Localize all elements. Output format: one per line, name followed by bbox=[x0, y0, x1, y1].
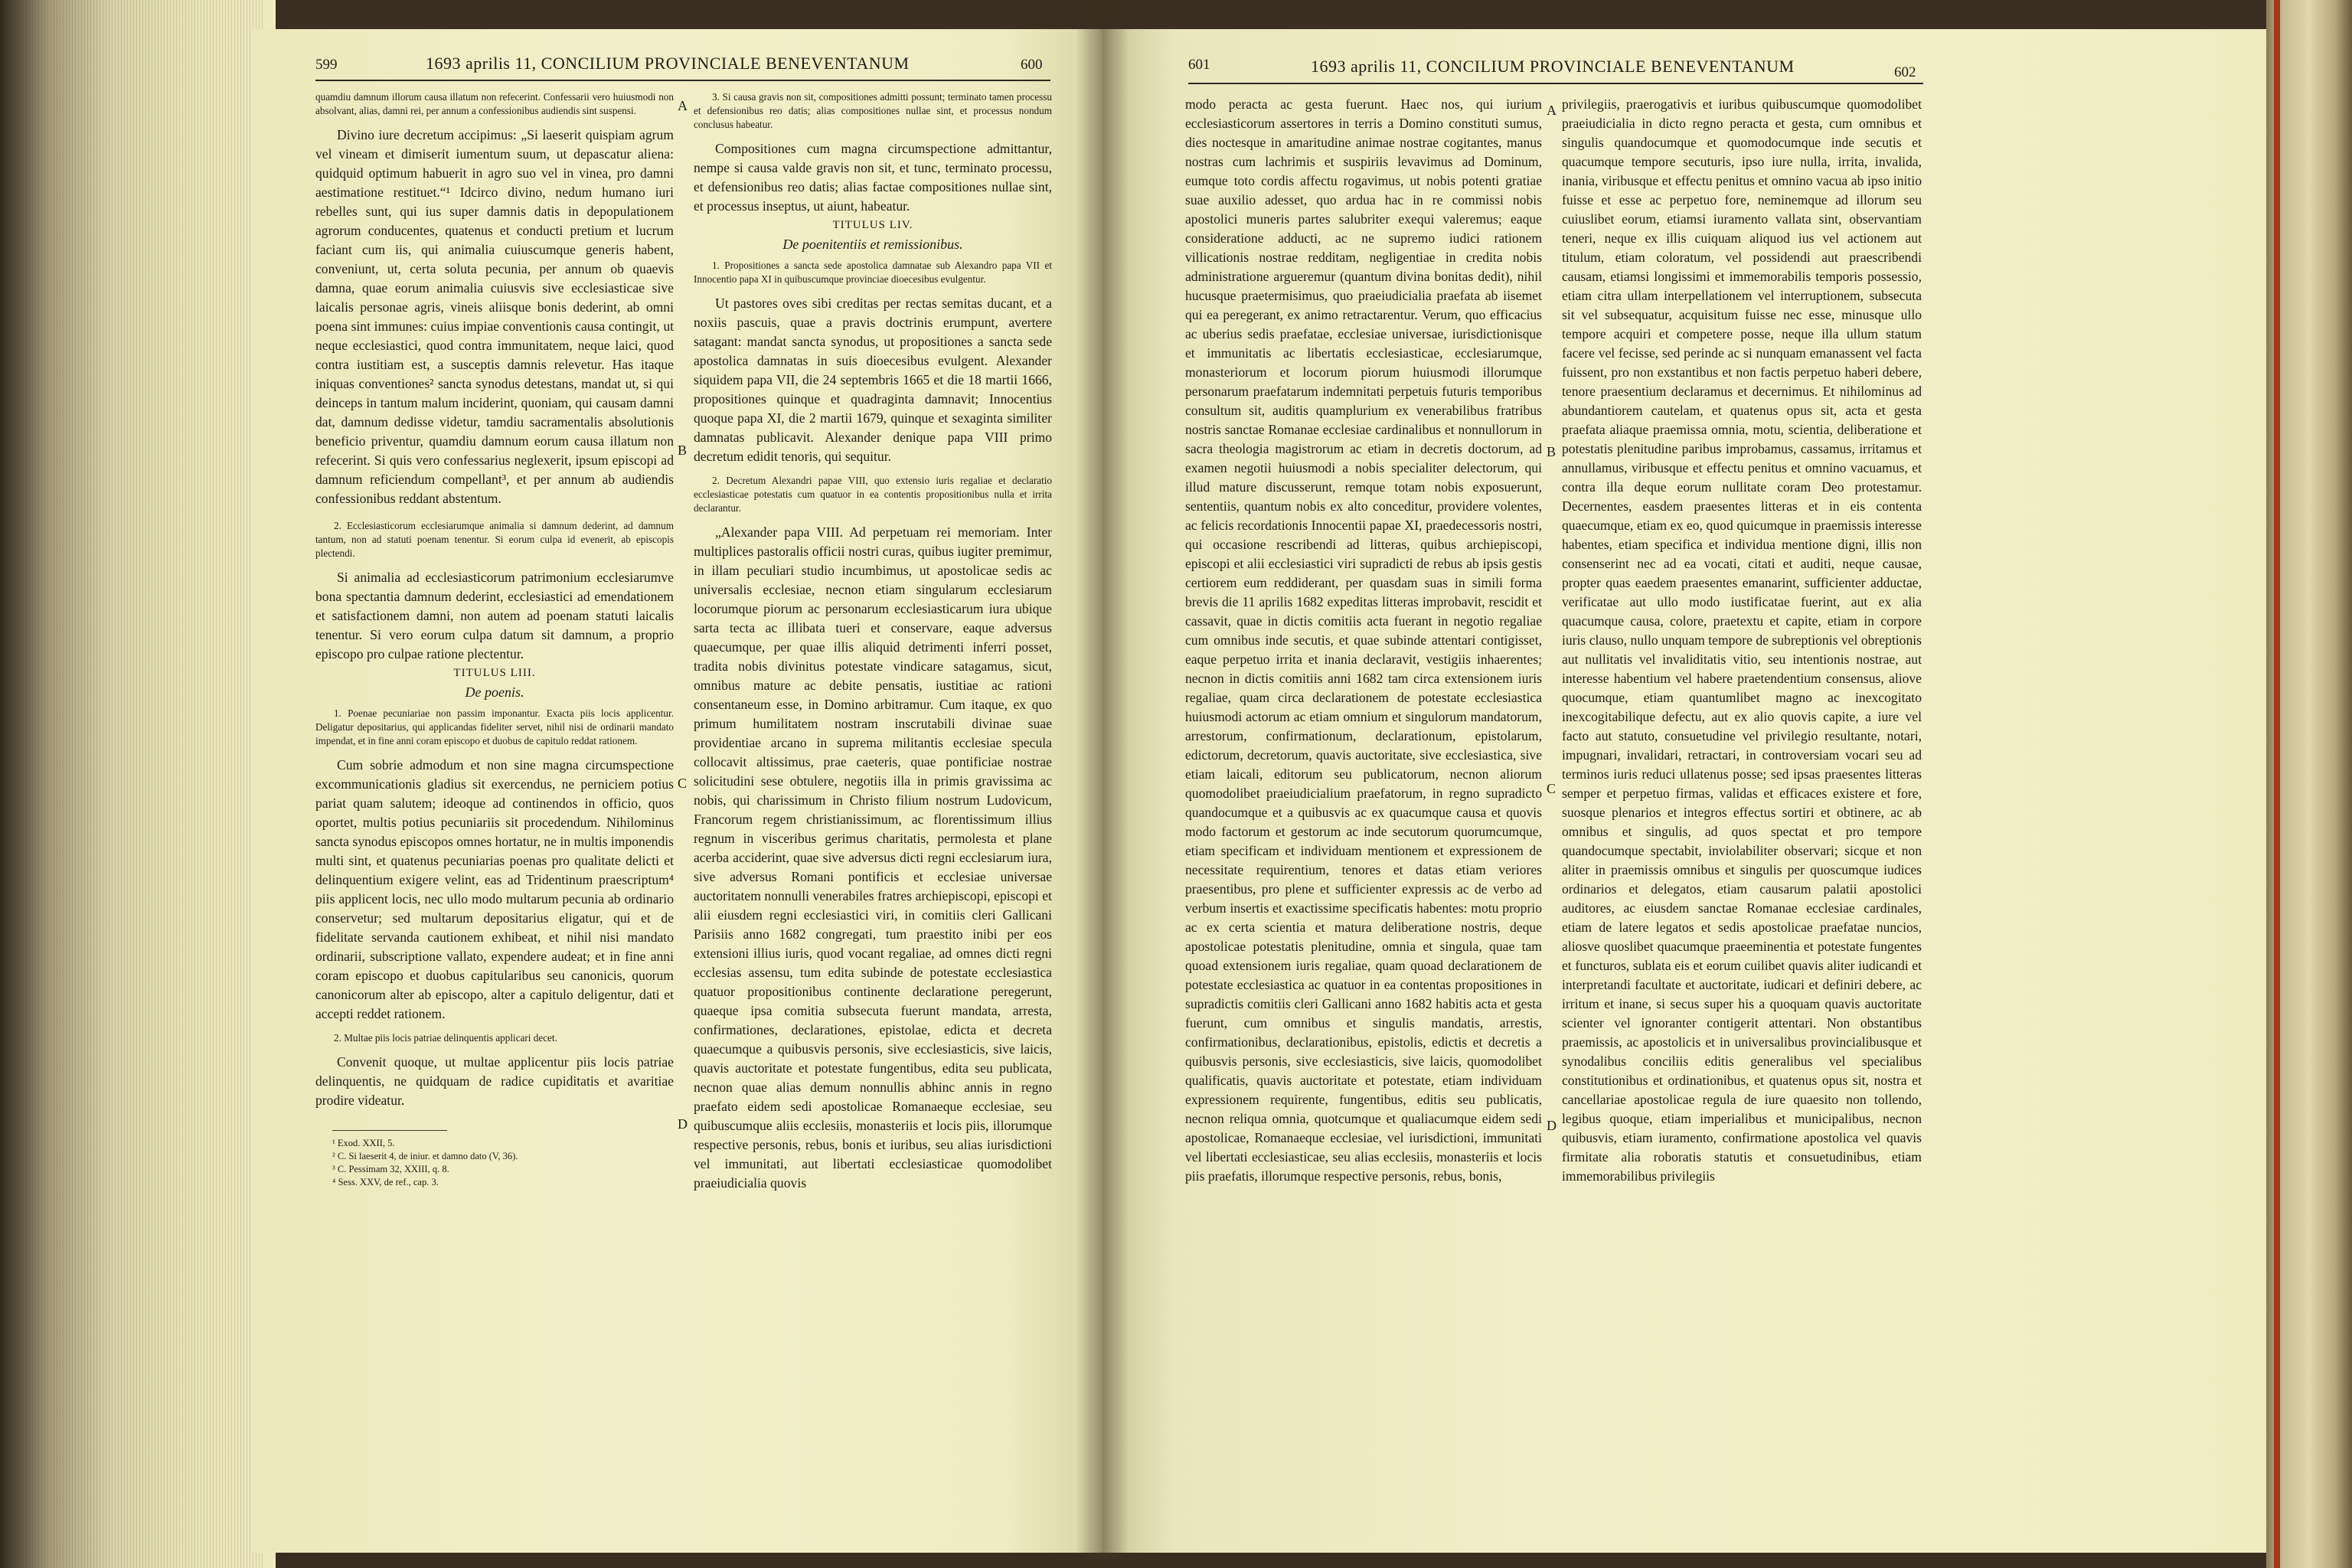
footnote: ² C. Si laeserit 4, de iniur. et damno dato (V, 36). bbox=[332, 1151, 518, 1161]
right-page-column-1 bbox=[1185, 95, 1542, 1186]
paragraph: „Alexander papa VIII. Ad perpetuam rei memoriam. Inter multiplices pastoralis officii nostri curas, quibus iugiter premimur, in illam peculiari studio incumbimus, ut apostolicae sedis ac universalis ecclesiae, necnon etiam singularum ecclesiarum locorumque piorum ac personarum ecclesiasticarum iura ubique sarta tecta ac illibata tueri et conservare, eaque adversus quaecumque, per quae illis aliquid detrimenti inferri posset, tradita nobis divinitus potestate vindicare satagamus, sicut, omnibus mature ac debite pensatis, iustitiae ac rationi consentaneum esse, in Domino arbitramur. Cum itaque, ex quo primum humilitatem nostram inscrutabili divinae suae providentiae arcano in suprema militantis ecclesiae specula collocavit altissimus, prae caeteris, quae pontificiae nostrae solicitudini sese obtulere, negotiis illa in primis gravissima ac nobis, qui charissimum in Christo filium nostrum Ludovicum, Francorum regem christianissimum, ac florentissimum illius regnum in visceribus gerimus charitatis, permolesta et plane acerba acciderint, quae sive adversus dicti regni ecclesiarum iura, sive adversus Romani pontificis et ecclesiae universae auctoritatem nonnulli venerabiles fratres archiepiscopi, episcopi et alii eiusdem regni ecclesiastici viri, in comitiis cleri Gallicani Parisiis anno 1682 congregati, tum praestito inibi per eos extensioni illius iuris, quod vocant regaliae, ad omnes dicti regni ecclesias assensu, tum edita subinde de potestate ecclesiastica quatuor propositionibus continente declaratione peregerunt, quaeque ipsa comitia subsecuta fuerunt mandata, arresta, confirmationes, declarationes, epistolae, edicta et decreta quaecumque a quibusvis personis, sive ecclesiasticis, sive laicis, quavis auctoritate et potestate fungentibus, edita seu publicata, necnon quae alias demum nonnullis abhinc annis in regno praefato eidem sedi apostolicae Romanaeque ecclesiae, seu quibuscumque aliis ecclesiis, monasteriis et locis piis, illorumque respective personis, rebus, bonis et iuribus, seu alias iurisdictioni vel immunitati, aut libertati ecclesiasticae quomodolibet praeiudicialia quovis bbox=[694, 524, 1052, 1191]
note-summary: 2. Multae piis locis patriae delinquentis applicari decet. bbox=[334, 1032, 557, 1044]
note-summary: 3. Si causa gravis non sit, compositiones admitti possunt; terminato tamen processu et defensionibus reo datis; alias compositiones nullae sint, et processus nondum conclusus habeatur. bbox=[694, 91, 1052, 130]
gutter-shadow bbox=[1076, 0, 1129, 1568]
paragraph: Si animalia ad ecclesiasticorum patrimonium ecclesiarumve bona spectantia damnum dederint, ecclesiastici ad emendationem et satisfactionem damni, non autem ad poenam statuti laicalis tenentur. Si vero eorum culpa datum sit damnum, a proprio episcopo pro culpae ratione plectentur. bbox=[315, 570, 674, 662]
margin-letter: C bbox=[1547, 781, 1557, 796]
section-subtitle: De poenis. bbox=[465, 684, 524, 700]
page-number-600: 600 bbox=[1021, 57, 1043, 73]
paragraph: Cum sobrie admodum et non sine magna circumspectione excommunicationis gladius sit exercendus, ne perniciem potius pariat quam salutem; ideoque ad continendos in officio, quos oportet, multis potius pecuniariis sit procedendum. Nihilominus sancta synodus episcopos omnes hortatur, ne in multis imponendis multi sint, et quatenus pecuniarias poenas pro qualitate delicti et delinquentium exigere velint, eas ad Tridentinum praescriptum⁴ piis applicent locis, nec ullo modo multarum pecunia ab ordinario conservetur; sed multarum depositarius eligatur, qui et de fidelitate servanda cautionem exhibeat, et nihil nisi mandato ordinarii, subscriptione vallato, expendere audeat; et in fine anni coram episcopo et duobus capitularibus seu canonicis, quorum canonicorum alter ab episcopo, alter a capitulo deligentur, dati et accepti reddet rationem. bbox=[315, 757, 674, 1021]
section-title: TITULUS LIII. bbox=[453, 667, 536, 679]
page-edges-left bbox=[0, 0, 276, 1568]
footnote: ⁴ Sess. XXV, de ref., cap. 3. bbox=[332, 1177, 439, 1187]
paragraph: Compositiones cum magna circumspectione admittantur, nempe si causa valde gravis non sit, et tunc, terminato processu, et defensionibus reo datis; alias factae compositiones nullae sint, et processus inseptus, ut aiunt, habeatur. bbox=[694, 141, 1052, 214]
running-head-right: 1693 aprilis 11, CONCILIUM PROVINCIALE BENEVENTANUM bbox=[1311, 57, 1795, 76]
note-summary: 1. Propositiones a sancta sede apostolica damnatae sub Alexandro papa VII et Innocentio papa XI in quibuscumque provinciae dioecesibus evulgentur. bbox=[694, 260, 1052, 285]
footnote: ¹ Exod. XXII, 5. bbox=[332, 1138, 395, 1148]
margin-letter: B bbox=[1547, 444, 1557, 459]
note-summary: 2. Ecclesiasticorum ecclesiarumque animalia si damnum dederint, ad damnum tantum, non ad statuti poenam tenentur. Si eorum culpa id evenerit, ab episcopis plectendi. bbox=[315, 520, 674, 559]
header-rule-left bbox=[315, 80, 1050, 81]
section-title: TITULUS LIV. bbox=[832, 219, 913, 231]
cover-binding-strip bbox=[2274, 0, 2280, 1568]
note-summary: 2. Decretum Alexandri papae VIII, quo extensio iuris regaliae et declaratio ecclesiasticae potestatis cum quatuor in ea contentis propositionibus nulla et irrita declarantur. bbox=[694, 475, 1052, 514]
margin-letter: B bbox=[678, 443, 688, 458]
left-page-column-1 bbox=[315, 90, 674, 1189]
paragraph: Divino iure decretum accipimus: „Si laeserit quispiam agrum vel vineam et dimiserit iumentum suum, ut depascatur aliena: quidquid optimum habuerit in agro suo vel in vinea, pro damni aestimatione restituet.“¹ Idcirco divino, nedum humano iuri rebelles sunt, qui ius super damnis datis in depopulationem agrorum conducentes, quatenus et conducti pretium et lucrum faciant cum iis, qui animalia cuiuscumque generis habent, conveniunt, ut, certa soluta pecunia, per annum ob quaevis damna, quae eorum animalia cuiusvis sive ecclesiasticae sive laicalis personae agris, vineis aliisque bonis dederint, ab omni poena sint immunes: cuius impiae conventionis causa contingit, ut neque ecclesiastici, quod contra immunitatem, neque laici, quod contra iustitiam est, a susceptis damnis relevetur. Has itaque iniquas conventiones² sancta synodus detestans, mandat ut, si qui deinceps in tantum malum inciderint, quoniam, qui causam damni dat, damnum dedisse videtur, tamdiu sacramentalis absolutionis beneficio priventur, quamdiu damnum eorum causa illatum non refecerint. Si quis vero confessarius neglexerit, ipsum episcopi ad damnum reficiendum compellant³, et per annum ab audiendis confessionibus reddant abstentum. bbox=[315, 127, 674, 506]
margin-letter: D bbox=[678, 1116, 688, 1132]
paragraph: Ut pastores oves sibi creditas per rectas semitas ducant, et a noxiis pascuis, quae a pravis doctrinis erumpunt, avertere satagant: mandat sancta synodus, ut propositiones a sancta sede apostolica damnatas in suis dioecesibus evulgent. Alexander siquidem papa VII, die 24 septembris 1665 et die 18 martii 1666, propositiones quinque et quadraginta damnavit; Innocentius quoque papa XI, die 2 martii 1679, quinque et sexaginta similiter damnatas publicavit. Alexander denique papa VIII primo decretum edidit tenoris, qui sequitur. bbox=[694, 296, 1052, 464]
right-page-column-2 bbox=[1562, 95, 1922, 1186]
note-summary: 1. Poenae pecuniariae non passim imponantur. Exacta piis locis applicentur. Deligatur depositarius, qui applicandas fideliter servet, nihil nisi de ordinarii mandato impendat, et in fine anni coram episcopo et duobus de capitulo reddat rationem. bbox=[315, 707, 674, 746]
paragraph: modo peracta ac gesta fuerunt. Haec nos, qui iurium ecclesiasticorum assertores in terris a Domino constituti sumus, dies noctesque in amaritudine animae nostrae cogitantes, manus nostras cum lachrimis et suspiriis levavimus ad Dominum, eumque toto cordis affectu rogavimus, ut nobis potenti gratiae suae auxilio adesset, quo ardua hac in re commissi nobis apostolici muneris partes salubriter exequi valeremus; eaque consideratione adducti, ac ne supremo iudici rationem villicationis nostrae redditam, negligentiae in credita nobis administratione argueremur (quantum divina bonitas dedit), nihil hucusque praetermisimus, quo praeiudicialia praefata ab iisemet qui ea peregerant, ex animo retractarentur. Verum, quo efficacius ac uberius sedis praefatae, ecclesiae universae, iurisdictionisque et immunitatis ac libertatis ecclesiasticae, ecclesiarumque, monasteriorum et locorum piorum huiusmodi illorumque personarum praefatarum indemnitati perpetuis futuris temporibus consultum sit, auditis quamplurium ex venerabilibus fratribus nostris sanctae Romanae ecclesiae cardinalibus et nonnullorum in sacra theologia magistrorum ac etiam in decretis doctorum, ad examen negotii huiusmodi a nobis specialiter delectorum, qui illud mature discusserunt, remque totam nobis exposuerunt, sententiis, quantum nobis ex alto conceditur, providere volentes, ac felicis recordationis Innocentii papae XI, praedecessoris nostri, qui occasione rescribendi ad litteras, quibus archiepiscopi, episcopi et alii ecclesiastici viri supradicti de rebus ab ipsis gestis certiorem eum reddiderant, per quasdam suas in simili forma brevis die 11 aprilis 1682 expeditas litteras improbavit, rescidit et cassavit, quae in dictis comitiis acta fuerant in negotio regaliae cum omnibus inde secutis, et quae subinde attentari contigisset, eaque perpetuo irrita et inania declaravit, vestigiis inhaerentes; necnon in dictis comitiis anni 1682 tam circa extensionem iuris regaliae, quam circa declarationem de potestate ecclesiastica huiusmodi actorum ac etiam omnium et singulorum mandatorum, arrestorum, confirmationum, declarationum, epistolarum, edictorum, decretorum, quavis auctoritate, sive ecclesiastica, sive etiam laicali, editorum seu publicatorum, necnon aliorum quomodolibet praeiudicialium praefatorum, in regno supradicto quandocumque et a quibusvis ac ex quacumque causa et quovis modo factorum et gestorum ac inde secutorum quorumcumque, etiam specificam et individuam mentionem et expressionem de necessitate requirentium, tenores et datas etiam veriores praesentibus, pro plene et sufficienter expressis ac de verbo ad verbum insertis et exactissime specificatis habentes: motu proprio ac ex certa scientia et matura deliberatione nostris, deque apostolicae potestatis plenitudine, omnia et singula, quae tam quoad extensionem iuris regaliae, quam quoad declarationem de potestate ecclesiastica ac quatuor in ea contentas propositiones in supradictis comitiis cleri Gallicani anno 1682 habitis acta et gesta fuerunt, cum omnibus et singulis mandatis, arrestis, confirmationibus, declarationibus, epistolis, edictis et decretis a quibusvis personis, sive ecclesiasticis, sive laicis, quomodolibet qualificatis, quavis auctoritate et potestate, etiam individuam expressionem requirente, fungentibus, editis seu publicatis, necnon reliqua omnia, quotcumque et qualiacumque eidem sedi apostolicae, Romanaeque ecclesiae, vel iurisdictioni, immunitati vel libertati ecclesiasticae, seu alias ecclesiis, monasteriis et locis piis praefatis, illorumque respective personis, rebus, bonis, bbox=[1185, 96, 1542, 1184]
margin-letter: D bbox=[1547, 1118, 1557, 1133]
footnotes bbox=[315, 1130, 674, 1189]
page-number-599: 599 bbox=[315, 57, 338, 73]
header-rule-right bbox=[1188, 83, 1923, 84]
left-page-column-2 bbox=[694, 90, 1052, 1193]
running-head-left: 1693 aprilis 11, CONCILIUM PROVINCIALE BENEVENTANUM bbox=[426, 54, 910, 73]
margin-letter: C bbox=[678, 776, 688, 791]
footnote: ³ C. Pessimam 32, XXIII, q. 8. bbox=[332, 1164, 449, 1174]
margin-letter: A bbox=[678, 98, 688, 113]
paragraph: Convenit quoque, ut multae applicentur piis locis patriae delinquentis, ne quidquam de radice cupiditatis et avaritiae prodire videatur. bbox=[315, 1054, 674, 1108]
margin-letter: A bbox=[1547, 103, 1557, 118]
page-number-601: 601 bbox=[1188, 57, 1210, 73]
paragraph: privilegiis, praerogativis et iuribus quibuscumque quomodolibet praeiudicialia in dicto regno peracta et gesta, cum omnibus et singulis quandocumque et quomodocumque inde secutis et quacumque tempore secuturis, ipso iure nulla, irrita, invalida, inania, viribusque et effectu penitus et omnino vacua ab ipso initio fuisse et esse ac perpetuo fore, neminemque ad illorum seu cuiuslibet eorum, etiamsi iuramento vallata sint, observantiam teneri, neque ex illis cuiquam aliquod ius vel actionem aut titulum, etiam coloratum, vel possidendi aut praescribendi causam, etiamsi longissimi et immemorabilis temporis possessio, etiam citra ullam interpellationem vel interruptionem, subsecuta sit vel subsequatur, acquisitum fuisse nec esse, minusque ullo tempore acquiri et competere posse, neque illa ullum statum facere vel fecisse, sed perinde ac si nunquam emanassent vel facta fuissent, pro non exstantibus et non factis perpetuo haberi debere, tenore praesentium declaramus et decernimus. Et nihilominus ad abundantiorem cautelam, et quatenus opus sit, acta et gesta praefata aliaque praemissa omnia, motu, scientia, deliberatione et potestatis plenitudine paribus improbamus, cassamus, irritamus et annullamus, viribusque et effectu penitus et omnino vacuamus, et contra illa deque eorum nullitate coram Deo protestamur. Decernentes, easdem praesentes litteras et in eis contenta quaecumque, etiam ex eo, quod quicumque in praemissis interesse habentes, etiam specifica et individua mentione digni, illis non consenserint nec ad ea vocati, citati et auditi, neque causae, propter quas eaedem praesentes emanarint, sufficienter adductae, verificatae aut ullo modo iustificatae fuerint, aut ex alia quacumque causa, colore, praetextu et capite, etiam in corpore iuris clauso, nullo unquam tempore de subreptionis vel obreptionis aut nullitatis vel invaliditatis vitio, seu intentionis nostrae, aut interesse habentium vel habere praetendentium consensus, aliove quocumque, etiam quantumlibet magno ac inexcogitato inexcogitabilique defectu, aut ex alio quovis capite, a iure vel facto aut statuto, consuetudine vel privilegio resultante, notari, impugnari, invalidari, retractari, in controversiam vocari seu ad terminos iuris reduci ullatenus posse; sed ipsas praesentes litteras semper et perpetuo firmas, validas et efficaces existere et fore, suosque plenarios et integros effectus sortiri et obtinere, ac ab omnibus et singulis, ad quos spectat et pro tempore quandocumque spectabit, inviolabiliter observari; sicque et non aliter in praemissis omnibus et singulis per quoscumque iudices ordinarios et delegatos, etiam causarum palatii apostolici auditores, ac eiusdem sanctae Romanae ecclesiae cardinales, etiam de latere legatos et sedis apostolicae praefatae nuncios, aliosve quoslibet quacumque praeeminentia et potestate fungentes et functuros, sublata eis et eorum cuilibet quavis aliter iudicandi et interpretandi facultate et auctoritate, iudicari et definiri debere, ac irritum et inane, si secus super his a quoquam quavis auctoritate scienter vel ignoranter contigerit attentari. Non obstantibus praemissis, ac apostolicis et in universalibus provincialibusque et synodalibus conciliis editis generalibus vel specialibus constitutionibus et ordinationibus, et quatenus opus sit, nostra et cancellariae apostolicae regula de iure quaesito non tollendo, legibus quoque, etiam imperialibus et municipalibus, necnon quibusvis, etiam iuramento, confirmatione apostolica vel quavis firmitate alia roboratis statutis et consuetudinibus, etiam immemorabilibus privilegiis bbox=[1562, 96, 1922, 1184]
page-number-602: 602 bbox=[1894, 64, 1916, 80]
note-summary: quamdiu damnum illorum causa illatum non refecerint. Confessarii vero huiusmodi non absolvant, alias, damni rei, per annum a confessionibus audiendis sint suspensi. bbox=[315, 91, 674, 116]
section-subtitle: De poenitentiis et remissionibus. bbox=[782, 237, 963, 252]
